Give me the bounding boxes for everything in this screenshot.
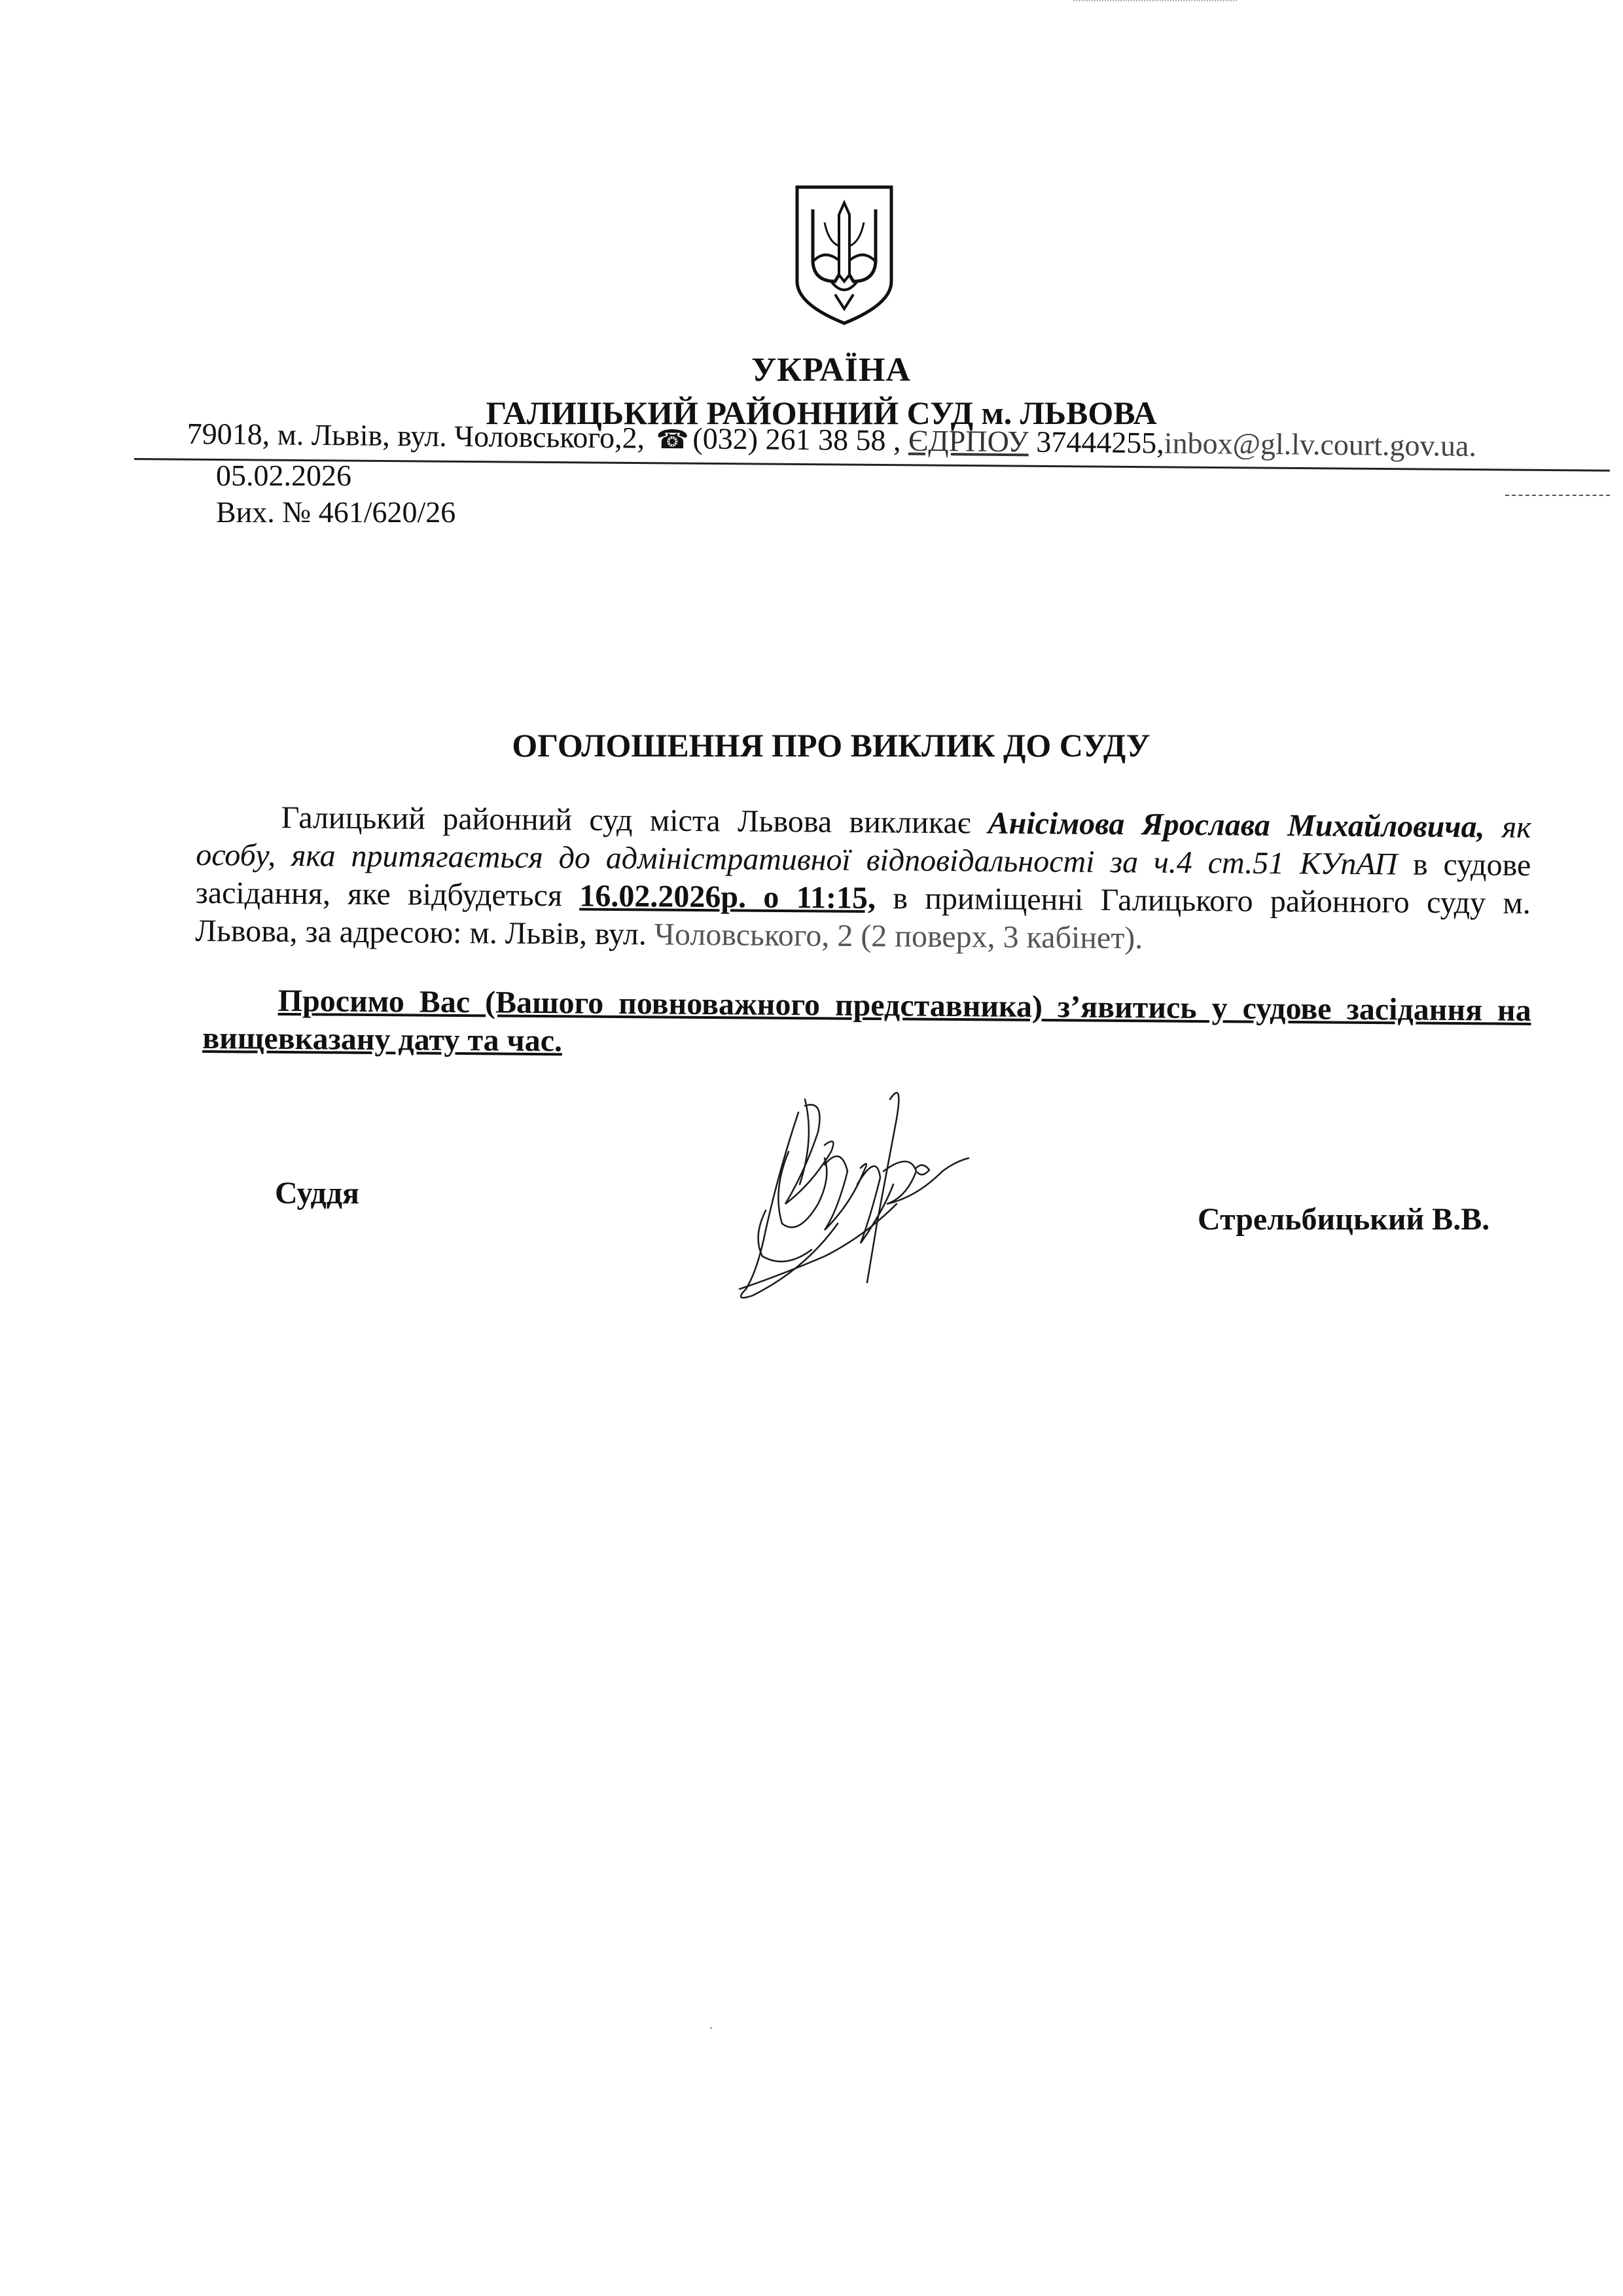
- header-divider-tail: [1505, 495, 1610, 496]
- scan-artifact: [1073, 0, 1237, 4]
- summons-text-part5: Чоловського, 2 (2 поверх, 3 кабінет).: [654, 917, 1143, 956]
- appearance-request: Просимо Вас (Вашого повноважного представника) з’явитись у судове засідання на вищевказану дату та час.: [202, 983, 1531, 1059]
- court-address: 79018, м. Львів, вул. Чоловського,2,: [187, 416, 645, 455]
- summons-text-part2: як особу, яка притягається до адміністративної відповідальності за ч.4 ст.51 КУпАП: [196, 809, 1531, 882]
- court-name-heading: ГАЛИЦЬКИЙ РАЙОННИЙ СУД м. ЛЬВОВА: [486, 395, 1157, 431]
- summons-text-part4: в приміщенні Галицького районного суду м. Львова, за адресою: м. Львів, вул.: [195, 881, 1531, 952]
- edrpou-code: 37444255,: [1036, 425, 1165, 460]
- country-heading: УКРАЇНА: [751, 351, 911, 389]
- phone-icon: ☎: [656, 424, 689, 455]
- judge-name: Стрельбицький В.В.: [1198, 1202, 1490, 1237]
- court-phone: (032) 261 38 58 ,: [692, 421, 901, 457]
- trident-icon: [792, 183, 897, 327]
- summoned-person-name: Анісімова Ярослава Михайловича,: [988, 805, 1485, 845]
- edrpou-label: ЄДРПОУ: [908, 423, 1029, 459]
- hearing-datetime: 16.02.2026р. о 11:15,: [579, 878, 876, 916]
- document-date: 05.02.2026: [216, 459, 351, 492]
- summons-text-part3: в судове засідання, яке відбудеться: [195, 847, 1531, 913]
- summons-paragraph: [195, 798, 1531, 961]
- judge-signature: [726, 1073, 975, 1309]
- summons-text-part1: Галицький районний суд міста Львова викликає: [281, 800, 988, 841]
- court-email: inbox@gl.lv.court.gov.ua.: [1164, 426, 1477, 463]
- notice-title: ОГОЛОШЕННЯ ПРО ВИКЛИК ДО СУДУ: [512, 727, 1150, 764]
- judge-role-label: Суддя: [275, 1176, 359, 1210]
- scan-speck: [710, 2027, 712, 2029]
- outgoing-number: Вих. № 461/620/26: [216, 495, 456, 529]
